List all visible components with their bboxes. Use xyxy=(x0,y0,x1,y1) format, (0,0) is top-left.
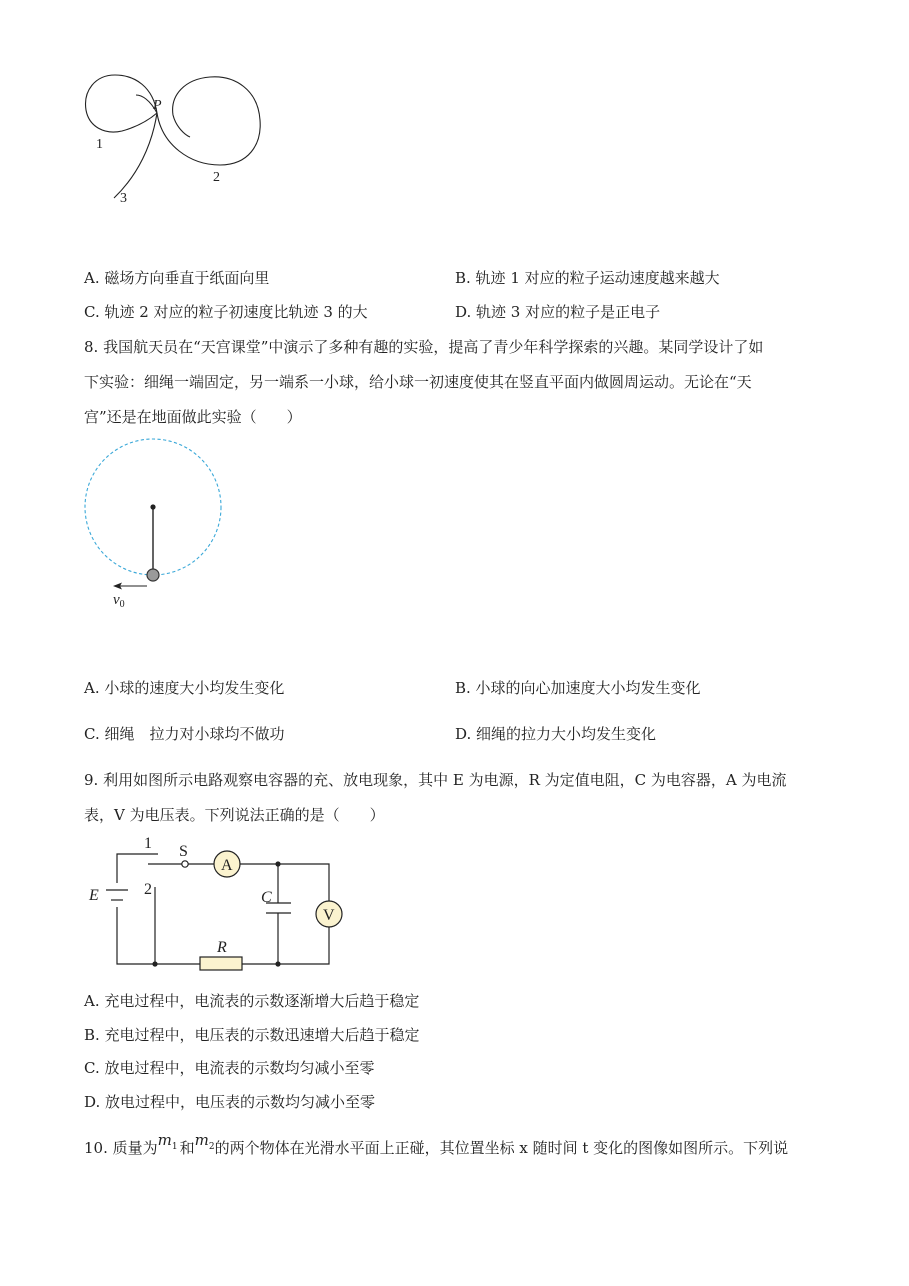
q8-stem-line-3: 宫”还是在地面做此实验（ ） xyxy=(84,408,302,426)
junction-bottom-right xyxy=(275,961,280,966)
contact-2-label: 2 xyxy=(144,881,152,898)
resistor-label: R xyxy=(217,939,227,956)
q7-option-d: D. 轨迹 3 对应的粒子是正电子 xyxy=(455,303,661,321)
circular-motion-figure xyxy=(80,436,230,611)
track-2-curve xyxy=(157,77,260,165)
q10-and: 和 xyxy=(179,1139,195,1157)
contact-1-label: 1 xyxy=(144,835,152,852)
resistor xyxy=(200,957,242,970)
ball xyxy=(147,569,159,581)
q8-option-d: D. 细绳的拉力大小均发生变化 xyxy=(455,725,657,743)
q10-stem-line-1 xyxy=(84,1131,789,1165)
particle-tracks-figure xyxy=(70,65,280,215)
ammeter-label: A xyxy=(221,857,233,874)
voltmeter-label: V xyxy=(323,907,335,924)
track-1-curve xyxy=(86,75,157,132)
switch-pivot xyxy=(182,861,188,867)
mass-m1: $m_1$ xyxy=(157,1131,178,1152)
capacitor-circuit-diagram xyxy=(80,830,350,980)
mass-m2: $m_2$ xyxy=(194,1131,215,1152)
label-p: P xyxy=(153,98,162,113)
q9-option-d: D. 放电过程中，电压表的示数均匀减小至零 xyxy=(84,1093,376,1111)
wire-right-bottom xyxy=(242,927,329,964)
label-track-2: 2 xyxy=(213,170,220,185)
q8-option-a: A. 小球的速度大小均发生变化 xyxy=(84,679,285,697)
q9-option-c: C. 放电过程中，电流表的示数均匀减小至零 xyxy=(84,1059,375,1077)
label-track-3: 3 xyxy=(120,191,127,206)
q8-stem-line-1: 8. 我国航天员在“天宫课堂”中演示了多种有趣的实验，提高了青少年科学探索的兴趣。某同学设计了如 xyxy=(84,338,764,356)
label-track-1: 1 xyxy=(96,137,103,152)
q8-option-b: B. 小球的向心加速度大小均发生变化 xyxy=(455,679,701,697)
q10-prefix: 10. 质量为 xyxy=(84,1139,158,1157)
q9-stem-line-2: 表，V 为电压表。下列说法正确的是（ ） xyxy=(84,806,385,824)
q9-option-a: A. 充电过程中，电流表的示数逐渐增大后趋于稳定 xyxy=(84,992,420,1010)
q9-stem-line-1: 9. 利用如图所示电路观察电容器的充、放电现象，其中 E 为电源，R 为定值电阻，C 为电容器，A 为电流 xyxy=(84,771,787,789)
wire-top-right xyxy=(240,864,329,901)
q8-option-c: C. 细绳 拉力对小球均不做功 xyxy=(84,725,285,743)
q7-option-b: B. 轨迹 1 对应的粒子运动速度越来越大 xyxy=(455,269,720,287)
q10-suffix: 的两个物体在光滑水平面上正碰，其位置坐标 x 随时间 t 变化的图像如图所示。下列说 xyxy=(214,1139,789,1157)
wire-left-top xyxy=(117,854,158,883)
source-label: E xyxy=(89,887,99,904)
wire-left-bottom xyxy=(117,907,200,964)
velocity-label: $v_0$ xyxy=(113,592,125,610)
q9-option-b: B. 充电过程中，电压表的示数迅速增大后趋于稳定 xyxy=(84,1026,420,1044)
junction-top xyxy=(275,861,280,866)
q8-stem-line-2: 下实验：细绳一端固定，另一端系一小球，给小球一初速度使其在竖直平面内做圆周运动。无论在“天 xyxy=(84,373,752,391)
q7-option-c: C. 轨迹 2 对应的粒子初速度比轨迹 3 的大 xyxy=(84,303,368,321)
junction-bottom-left xyxy=(152,961,157,966)
q7-option-a: A. 磁场方向垂直于纸面向里 xyxy=(84,269,270,287)
capacitor-label: C xyxy=(261,889,272,906)
switch-label: S xyxy=(179,843,188,860)
